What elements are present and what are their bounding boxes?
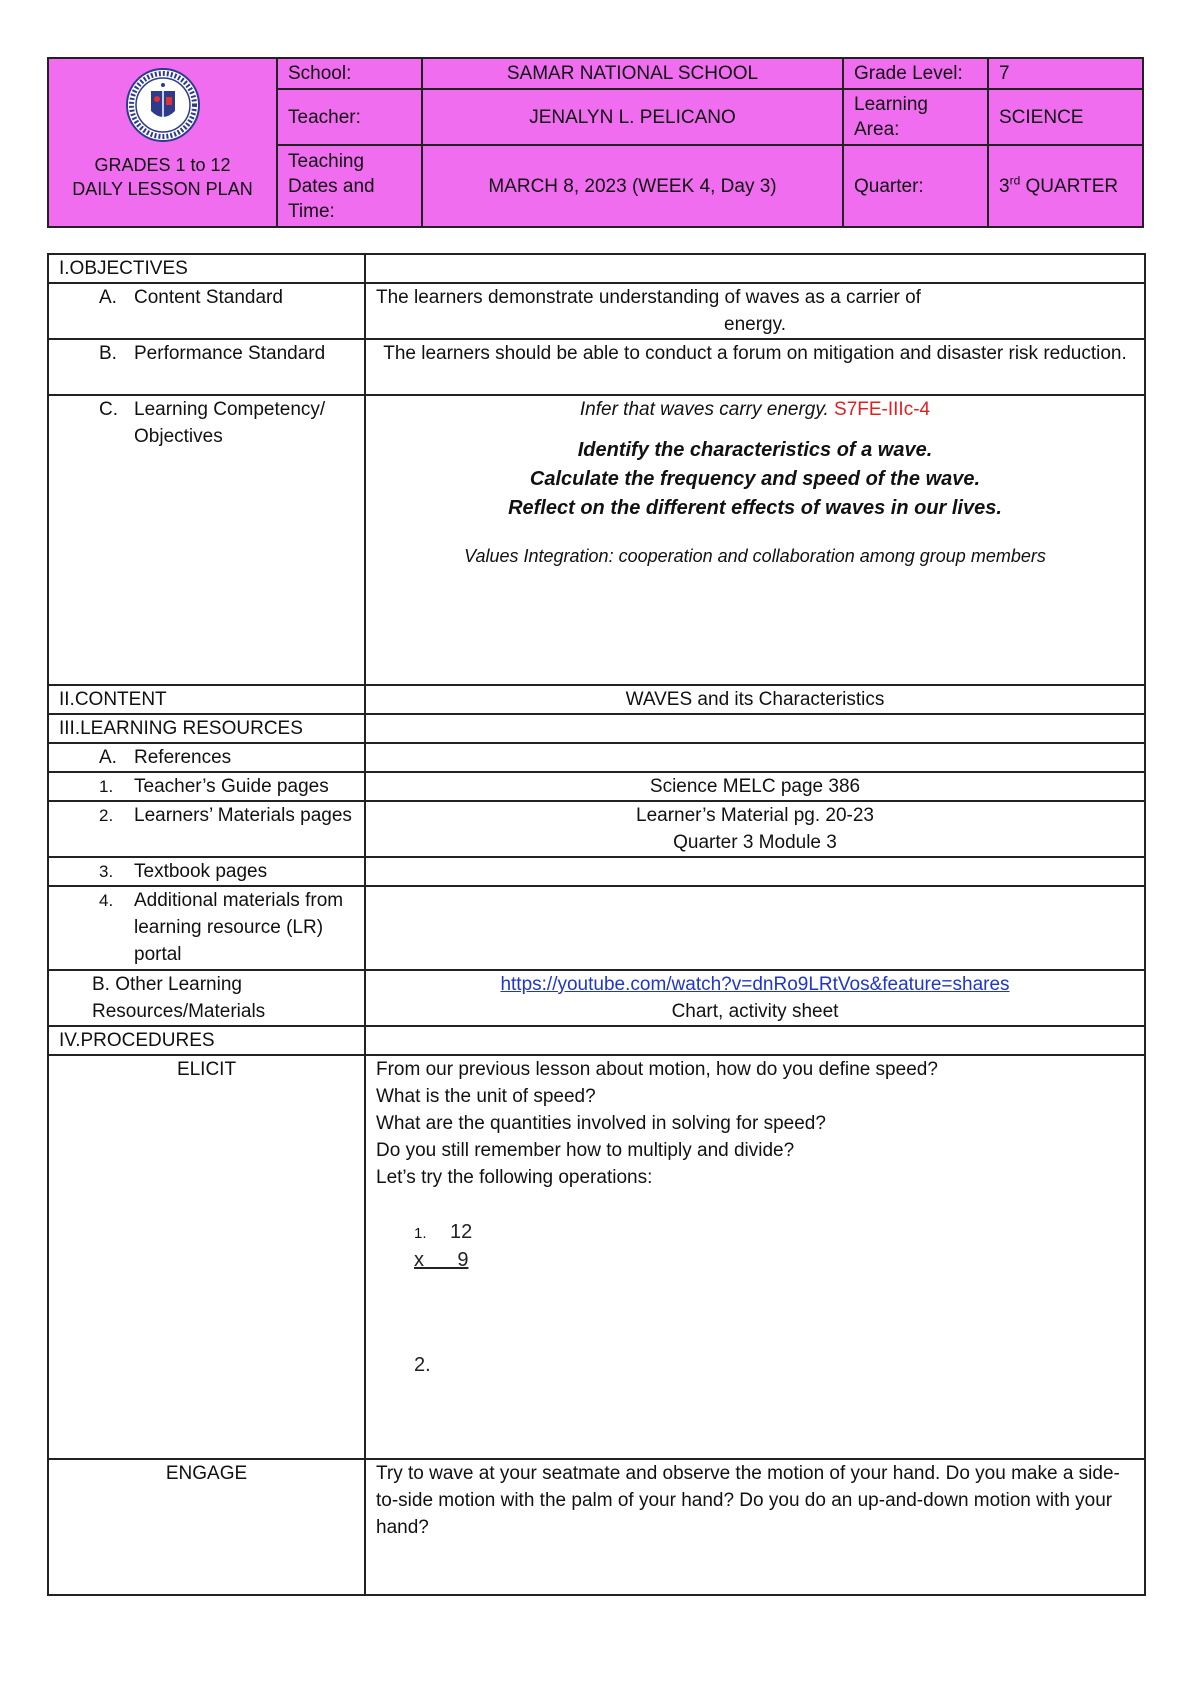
exercise-1-bottom: x 9 — [414, 1249, 469, 1271]
learners-materials-label — [48, 801, 365, 857]
objective-2: Calculate the frequency and speed of the wave. — [529, 468, 981, 490]
quarter-value — [988, 145, 1143, 227]
content-standard-line2: energy. — [724, 314, 786, 335]
quarter-suffix: rd — [1009, 173, 1021, 188]
other-resources-value — [365, 970, 1145, 1026]
objectives-heading-value — [365, 254, 1145, 283]
textbook-pages-text: Textbook pages — [134, 861, 268, 882]
engage-label: ENGAGE — [48, 1459, 365, 1595]
school-value: SAMAR NATIONAL SCHOOL — [422, 58, 843, 89]
teachers-guide-value: Science MELC page 386 — [365, 772, 1145, 801]
objective-3: Reflect on the different effects of waves in our lives. — [508, 497, 1002, 519]
other-resources-label — [48, 970, 365, 1026]
lesson-plan-body — [47, 253, 1146, 1596]
competency-infer: Infer that waves carry energy. — [579, 399, 829, 420]
other-resources-materials: Chart, activity sheet — [671, 1001, 839, 1022]
objective-1: Identify the characteristics of a wave. — [577, 439, 933, 461]
learning-resources-heading-value — [365, 714, 1145, 743]
quarter-label: Quarter: — [843, 145, 988, 227]
performance-standard-label — [48, 339, 365, 395]
content-standard-value — [365, 283, 1145, 339]
exercise-2 — [376, 1352, 1134, 1379]
performance-standard-value: The learners should be able to conduct a forum on mitigation and disaster risk reduction. — [365, 339, 1145, 395]
learners-materials-value — [365, 801, 1145, 857]
learners-materials-line1: Learner’s Material pg. 20-23 — [636, 805, 874, 826]
school-label: School: — [277, 58, 422, 89]
learners-materials-num: 2. — [99, 806, 114, 825]
teaching-dates-label: Teaching Dates and Time: — [277, 145, 422, 227]
references-label — [48, 743, 365, 772]
learning-competency-num: C. — [99, 399, 118, 420]
content-value: WAVES and its Characteristics — [365, 685, 1145, 714]
teacher-label: Teacher: — [277, 89, 422, 145]
values-integration: Values Integration: cooperation and collaboration among group members — [464, 546, 1046, 566]
elicit-line-3: What are the quantities involved in solving for speed? — [376, 1113, 826, 1134]
performance-standard-num: B. — [99, 343, 117, 364]
content-standard-text: Content Standard — [134, 287, 283, 308]
references-value — [365, 743, 1145, 772]
exercise-1-bottom-row — [376, 1247, 1134, 1274]
learning-competency-text: Learning Competency/ Objectives — [134, 399, 326, 447]
teaching-dates-value: MARCH 8, 2023 (WEEK 4, Day 3) — [422, 145, 843, 227]
textbook-pages-label — [48, 857, 365, 886]
elicit-line-5: Let’s try the following operations: — [376, 1167, 653, 1188]
learning-competency-value — [365, 395, 1145, 685]
objectives-heading: I.OBJECTIVES — [48, 254, 365, 283]
deped-seal-icon — [125, 67, 201, 143]
learning-resources-heading: III.LEARNING RESOURCES — [48, 714, 365, 743]
dlp-title-line2: DAILY LESSON PLAN — [72, 179, 253, 199]
exercise-1-top: 12 — [450, 1221, 473, 1243]
additional-materials-num: 4. — [99, 891, 114, 910]
quarter-number: 3 — [999, 175, 1010, 197]
elicit-line-1: From our previous lesson about motion, how do you define speed? — [376, 1059, 938, 1080]
lesson-plan-header — [47, 57, 1144, 228]
learners-materials-text: Learners’ Materials pages — [134, 805, 352, 826]
content-standard-line1: The learners demonstrate understanding of waves as a carrier of — [376, 287, 921, 308]
learning-area-value: SCIENCE — [988, 89, 1143, 145]
learning-competency-label — [48, 395, 365, 685]
teachers-guide-label — [48, 772, 365, 801]
grade-level-value: 7 — [988, 58, 1143, 89]
procedures-heading: IV.PROCEDURES — [48, 1026, 365, 1055]
additional-materials-text: Additional materials from learning resource (LR) portal — [134, 890, 344, 965]
content-standard-num: A. — [99, 287, 117, 308]
learning-area-label: Learning Area: — [843, 89, 988, 145]
performance-standard-text: Performance Standard — [134, 343, 326, 364]
procedures-heading-value — [365, 1026, 1145, 1055]
other-resources-text: B. Other Learning Resources/Materials — [92, 974, 266, 1022]
additional-materials-label — [48, 886, 365, 970]
elicit-content — [365, 1055, 1145, 1459]
quarter-word: QUARTER — [1025, 175, 1119, 197]
content-heading: II.CONTENT — [48, 685, 365, 714]
engage-content: Try to wave at your seatmate and observe the motion of your hand. Do you make a side-to-side motion with the palm of your hand? Do you do an up-and-down motion with your hand? — [365, 1459, 1145, 1595]
exercise-1 — [376, 1219, 1134, 1247]
teacher-value: JENALYN L. PELICANO — [422, 89, 843, 145]
content-standard-label — [48, 283, 365, 339]
youtube-link[interactable]: https://youtube.com/watch?v=dnRo9LRtVos&feature=shares — [500, 974, 1010, 995]
additional-materials-value — [365, 886, 1145, 970]
competency-code: S7FE-IIIc-4 — [834, 399, 931, 420]
elicit-line-4: Do you still remember how to multiply and divide? — [376, 1140, 795, 1161]
grade-level-label: Grade Level: — [843, 58, 988, 89]
textbook-pages-num: 3. — [99, 862, 114, 881]
exercise-1-num: 1. — [414, 1225, 427, 1242]
competency-infer-line — [376, 396, 1134, 423]
dlp-title-line1: GRADES 1 to 12 — [94, 155, 231, 175]
teachers-guide-num: 1. — [99, 777, 114, 796]
exercise-2-num: 2. — [414, 1354, 431, 1376]
teachers-guide-text: Teacher’s Guide pages — [134, 776, 329, 797]
elicit-label: ELICIT — [48, 1055, 365, 1459]
references-text: References — [134, 747, 232, 768]
elicit-line-2: What is the unit of speed? — [376, 1086, 596, 1107]
learners-materials-line2: Quarter 3 Module 3 — [673, 832, 837, 853]
references-num: A. — [99, 747, 117, 768]
dlp-logo-cell — [48, 58, 277, 227]
textbook-pages-value — [365, 857, 1145, 886]
